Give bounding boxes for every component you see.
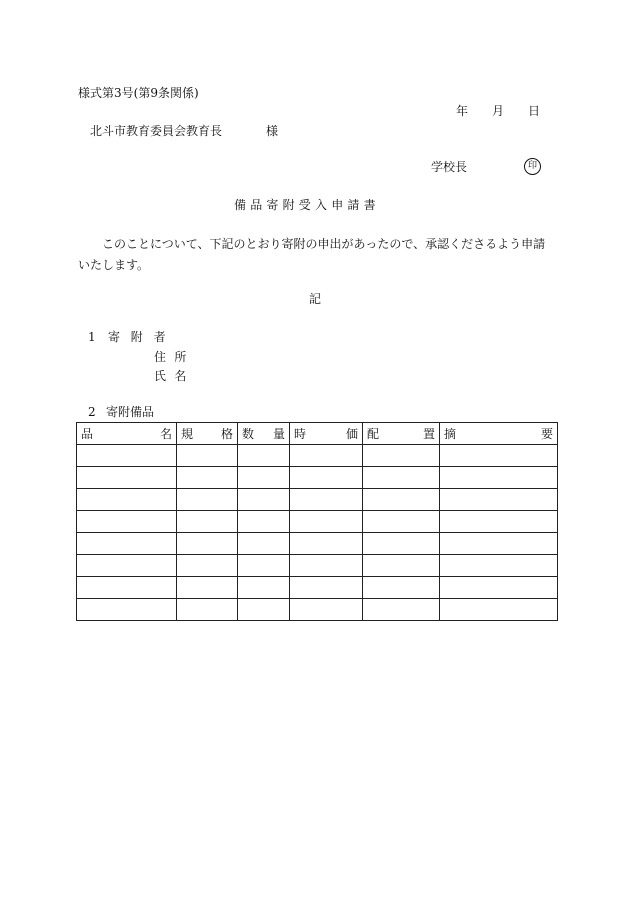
table-row [77, 555, 558, 577]
table-cell[interactable] [290, 533, 363, 555]
table-cell[interactable] [363, 533, 440, 555]
table-cell[interactable] [440, 599, 558, 621]
table-row [77, 467, 558, 489]
header-market-value: 時価 [290, 423, 363, 445]
form-number: 様式第3号(第9条関係) [78, 86, 199, 100]
section2-label: 寄附備品 [106, 405, 155, 419]
table-cell[interactable] [77, 511, 177, 533]
table-cell[interactable] [238, 577, 290, 599]
table-cell[interactable] [440, 577, 558, 599]
table-cell[interactable] [177, 445, 238, 467]
table-body [77, 445, 558, 621]
table-cell[interactable] [363, 511, 440, 533]
table-cell[interactable] [290, 511, 363, 533]
table-cell[interactable] [290, 577, 363, 599]
table-cell[interactable] [238, 445, 290, 467]
table-cell[interactable] [77, 577, 177, 599]
table-cell[interactable] [363, 489, 440, 511]
table-cell[interactable] [177, 467, 238, 489]
table-cell[interactable] [290, 467, 363, 489]
header-spec: 規格 [177, 423, 238, 445]
table-cell[interactable] [290, 445, 363, 467]
table-cell[interactable] [177, 489, 238, 511]
applicant-title: 学校長 [431, 160, 468, 174]
date-year: 年 [456, 104, 469, 118]
donation-items-table [76, 422, 558, 621]
table-cell[interactable] [238, 555, 290, 577]
header-remarks: 摘要 [440, 423, 558, 445]
table-cell[interactable] [363, 599, 440, 621]
table-row [77, 511, 558, 533]
ki-label: 記 [309, 292, 322, 306]
table-cell[interactable] [177, 511, 238, 533]
table-cell[interactable] [363, 445, 440, 467]
table-row [77, 599, 558, 621]
table-cell[interactable] [440, 511, 558, 533]
date-month: 月 [492, 104, 505, 118]
date-day: 日 [528, 104, 541, 118]
table-cell[interactable] [290, 599, 363, 621]
table-cell[interactable] [290, 489, 363, 511]
section1-label-text: 寄附者 [108, 330, 177, 344]
table-row [77, 445, 558, 467]
header-quantity: 数量 [238, 423, 290, 445]
addressee-honorific: 様 [266, 124, 279, 138]
table-cell[interactable] [177, 599, 238, 621]
table-cell[interactable] [77, 467, 177, 489]
body-text: このことについて、下記のとおり寄附の申出があったので、承認くださるよう申請いたします。 [78, 237, 546, 272]
table-cell[interactable] [290, 555, 363, 577]
table-cell[interactable] [363, 467, 440, 489]
seal-icon: 印 [524, 158, 541, 175]
section2-number: 2 [88, 405, 96, 419]
document-title [234, 198, 380, 212]
table-cell[interactable] [238, 511, 290, 533]
table-cell[interactable] [238, 489, 290, 511]
table-cell[interactable] [77, 445, 177, 467]
section1-label [108, 330, 176, 344]
table-cell[interactable] [77, 599, 177, 621]
table-cell[interactable] [440, 445, 558, 467]
table-cell[interactable] [363, 577, 440, 599]
section1-name-text: 氏名 [154, 369, 195, 383]
addressee-name: 北斗市教育委員会教育長 [90, 124, 223, 138]
table-row [77, 577, 558, 599]
section1-number: 1 [88, 330, 96, 344]
table-header-row [77, 423, 558, 445]
header-item-name: 品名 [77, 423, 177, 445]
table-cell[interactable] [177, 555, 238, 577]
table-cell[interactable] [238, 533, 290, 555]
table-cell[interactable] [238, 467, 290, 489]
table-cell[interactable] [363, 555, 440, 577]
table-row [77, 489, 558, 511]
section1-address-text: 住所 [154, 350, 195, 364]
table-cell[interactable] [440, 467, 558, 489]
table-cell[interactable] [77, 555, 177, 577]
table-cell[interactable] [440, 555, 558, 577]
table-cell[interactable] [77, 533, 177, 555]
table-cell[interactable] [238, 599, 290, 621]
table-row [77, 533, 558, 555]
table-cell[interactable] [77, 489, 177, 511]
document-title-text: 備品寄附受入申請書 [234, 198, 380, 212]
section1-name [154, 369, 195, 383]
table-cell[interactable] [440, 489, 558, 511]
table-cell[interactable] [177, 577, 238, 599]
table-cell[interactable] [440, 533, 558, 555]
section1-address [154, 350, 195, 364]
header-placement: 配置 [363, 423, 440, 445]
table-cell[interactable] [177, 533, 238, 555]
